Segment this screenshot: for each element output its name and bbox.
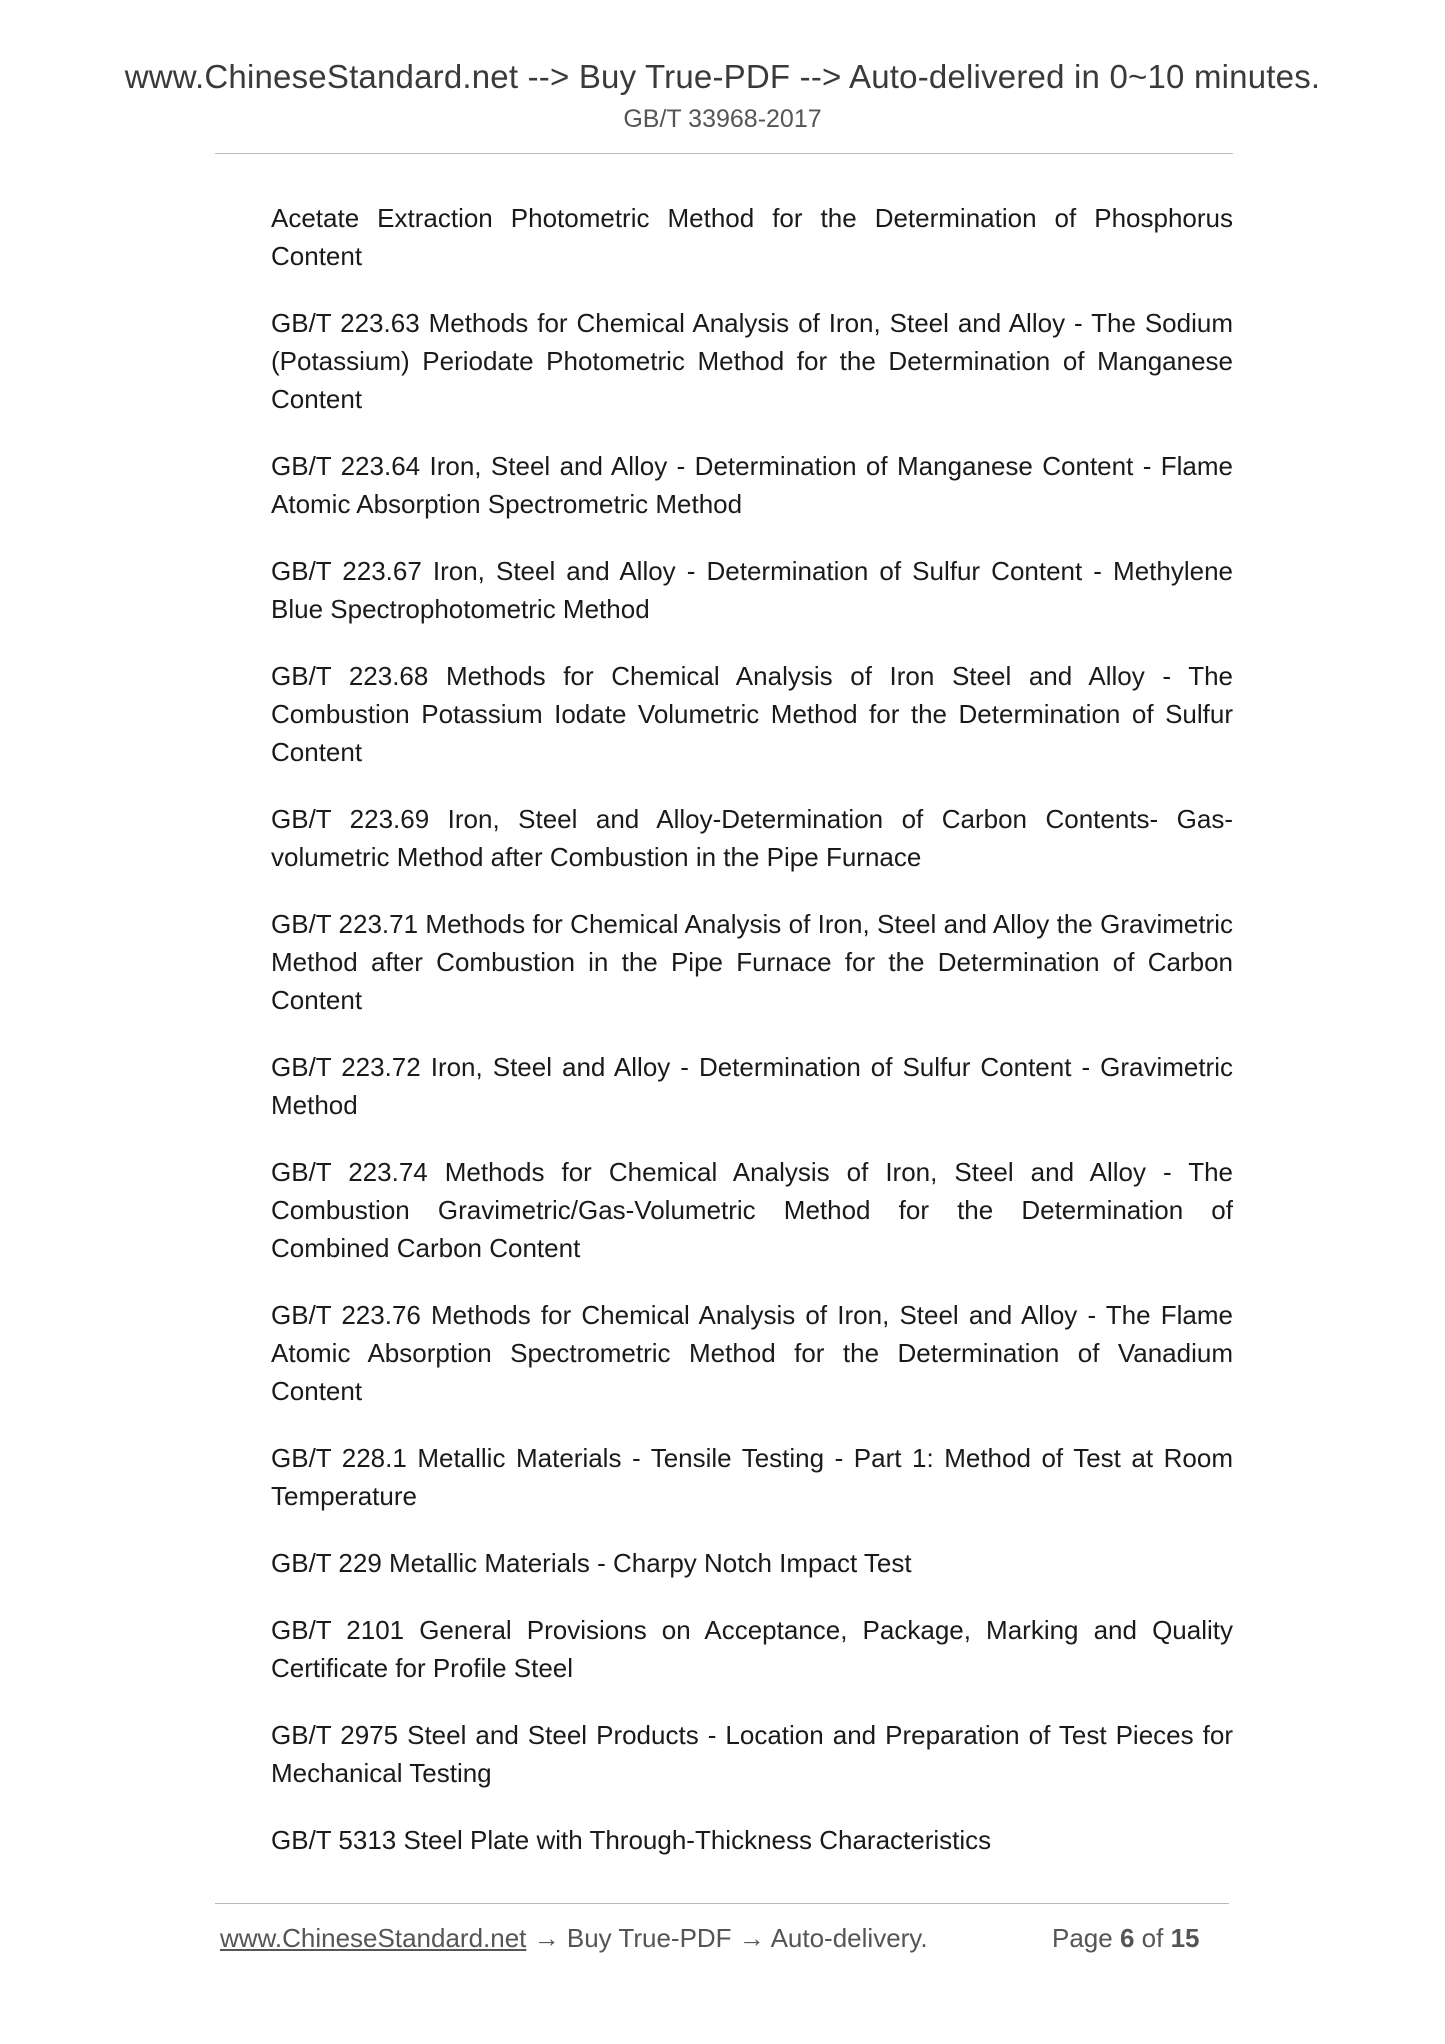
header-divider — [215, 153, 1233, 154]
reference-item: GB/T 223.76 Methods for Chemical Analysis of Iron, Steel and Alloy - The Flame Atomic Absorption Spectrometric Method for the Determination of Vanadium Content — [271, 1300, 1233, 1406]
reference-item: GB/T 2101 General Provisions on Acceptance, Package, Marking and Quality Certificate for Profile Steel — [271, 1615, 1233, 1683]
reference-item: GB/T 5313 Steel Plate with Through-Thickness Characteristics — [271, 1825, 992, 1855]
reference-item: GB/T 223.63 Methods for Chemical Analysis of Iron, Steel and Alloy - The Sodium (Potassium) Periodate Photometric Method for the Determination of Manganese Content — [271, 308, 1233, 414]
footer-promo — [220, 1923, 928, 1954]
footer-site-link[interactable]: www.ChineseStandard.net — [220, 1923, 527, 1953]
reference-item: GB/T 2975 Steel and Steel Products - Location and Preparation of Test Pieces for Mechanical Testing — [271, 1720, 1233, 1788]
header-banner: www.ChineseStandard.net --> Buy True-PDF --> Auto-delivered in 0~10 minutes. — [124, 58, 1321, 95]
page-of-label: of — [1141, 1923, 1164, 1953]
reference-item: GB/T 228.1 Metallic Materials - Tensile Testing - Part 1: Method of Test at Room Temperature — [271, 1443, 1233, 1511]
reference-item: GB/T 223.67 Iron, Steel and Alloy - Determination of Sulfur Content - Methylene Blue Spectrophotometric Method — [271, 556, 1233, 624]
footer-divider — [215, 1903, 1229, 1904]
reference-item: Acetate Extraction Photometric Method for the Determination of Phosphorus Content — [271, 203, 1233, 271]
reference-list — [271, 199, 1233, 1888]
reference-item: GB/T 223.72 Iron, Steel and Alloy - Determination of Sulfur Content - Gravimetric Method — [271, 1052, 1233, 1120]
page-total: 15 — [1170, 1923, 1200, 1953]
reference-item: GB/T 223.64 Iron, Steel and Alloy - Determination of Manganese Content - Flame Atomic Absorption Spectrometric Method — [271, 451, 1233, 519]
reference-item: GB/T 229 Metallic Materials - Charpy Notch Impact Test — [271, 1548, 912, 1578]
reference-item: GB/T 223.74 Methods for Chemical Analysis of Iron, Steel and Alloy - The Combustion Gravimetric/Gas-Volumetric Method for the Determination of Combined Carbon Content — [271, 1157, 1233, 1263]
reference-item: GB/T 223.69 Iron, Steel and Alloy-Determination of Carbon Contents- Gas-volumetric Method after Combustion in the Pipe Furnace — [271, 804, 1233, 872]
standard-code: GB/T 33968-2017 — [623, 105, 822, 133]
page-current: 6 — [1119, 1923, 1135, 1953]
reference-item: GB/T 223.68 Methods for Chemical Analysis of Iron Steel and Alloy - The Combustion Potassium Iodate Volumetric Method for the Determination of Sulfur Content — [271, 661, 1233, 767]
page-indicator — [1052, 1923, 1200, 1954]
page-label: Page — [1052, 1923, 1113, 1953]
reference-item: GB/T 223.71 Methods for Chemical Analysis of Iron, Steel and Alloy the Gravimetric Method after Combustion in the Pipe Furnace for the Determination of Carbon Content — [271, 909, 1233, 1015]
footer-promo-text: → Buy True-PDF → Auto-delivery. — [526, 1923, 928, 1953]
